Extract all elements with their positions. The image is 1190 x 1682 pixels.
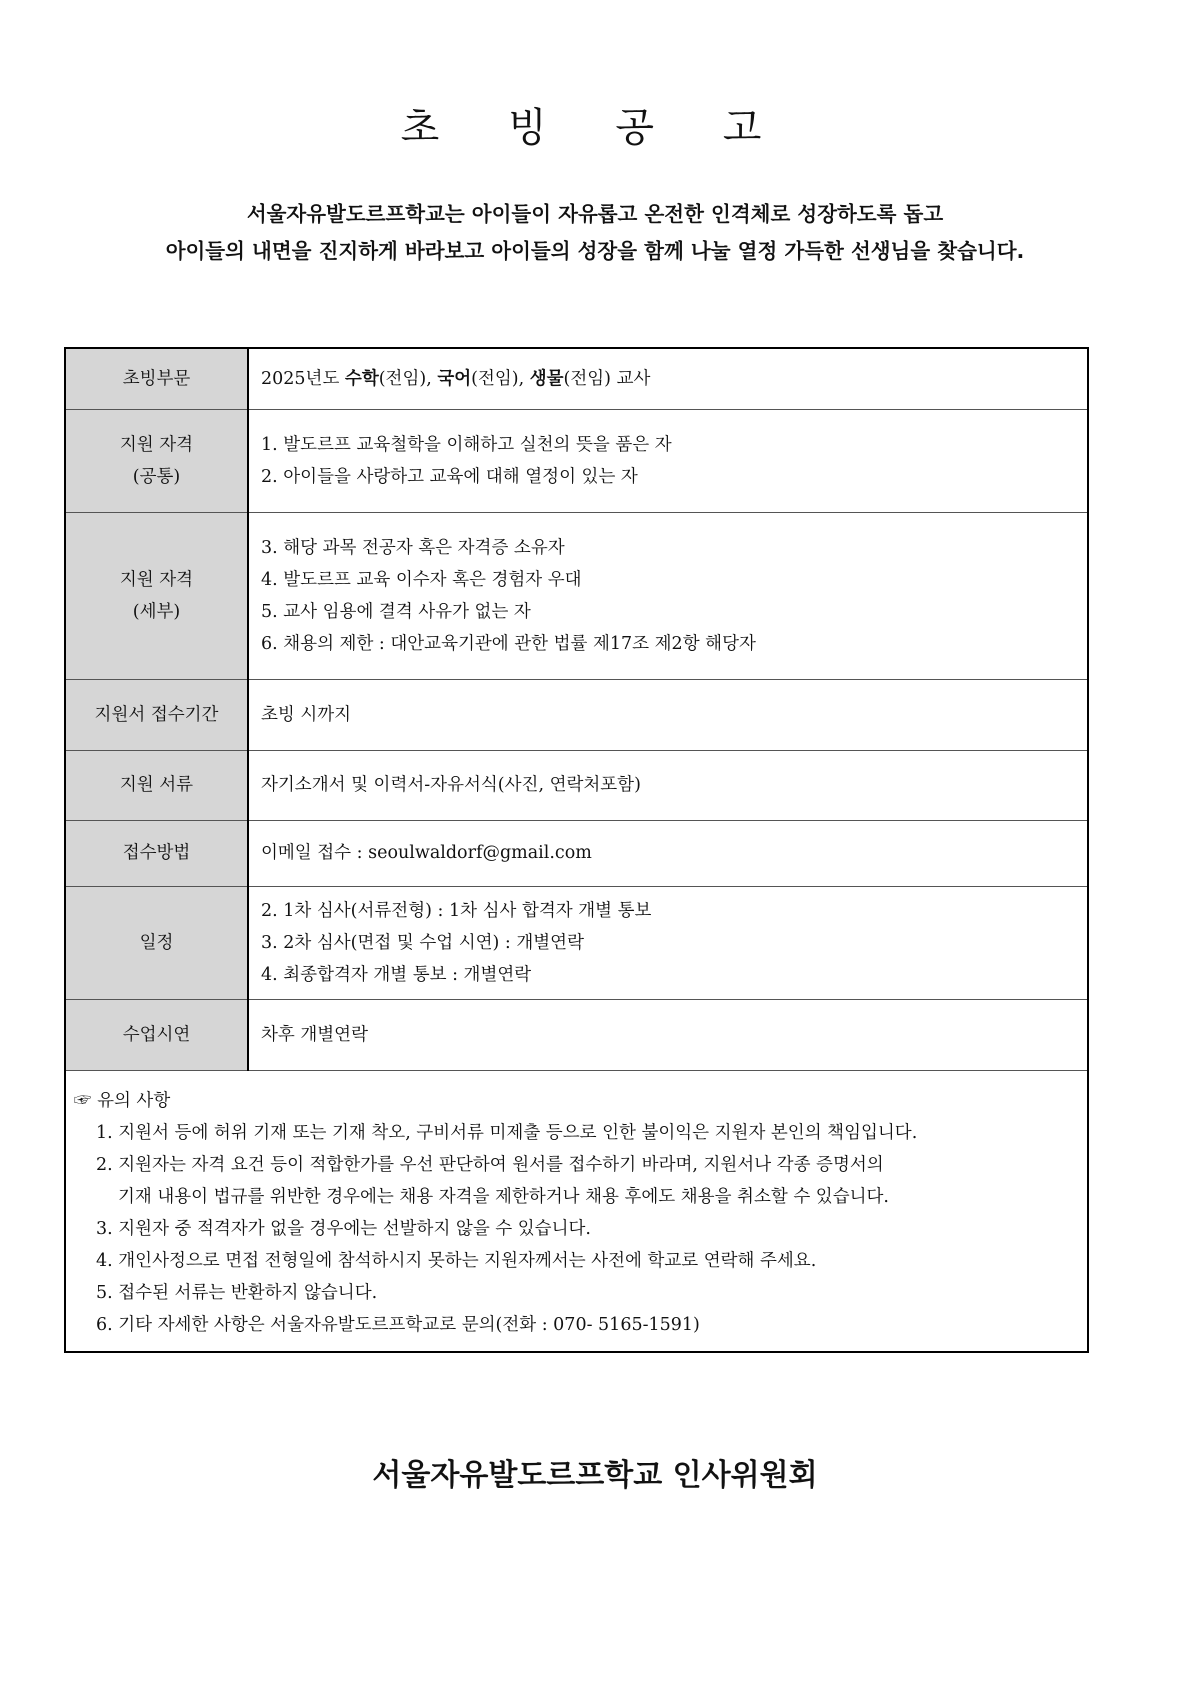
- value-demo: 차후 개별연락: [248, 999, 1087, 1070]
- intro-line-1: 서울자유발도르프학교는 아이들이 자유롭고 온전한 인격체로 성장하도록 돕고: [246, 202, 944, 226]
- row-schedule: [66, 886, 1087, 999]
- label-common-1: 지원 자격: [119, 434, 194, 455]
- detail-line-6: 6. 채용의 제한 : 대안교육기관에 관한 법률 제17조 제2항 해당자: [261, 633, 756, 654]
- schedule-line-3: 3. 2차 심사(면접 및 수업 시연) : 개별연락: [261, 932, 584, 953]
- page-title: 초 빙 공 고: [400, 105, 790, 151]
- detail-line-3: 3. 해당 과목 전공자 혹은 자격증 소유자: [261, 537, 565, 558]
- intro-line-2: 아이들의 내면을 진지하게 바라보고 아이들의 성장을 함께 나눌 열정 가득한 선생님을 찾습니다.: [165, 239, 1025, 263]
- value-docs: 자기소개서 및 이력서-자유서식(사진, 연락처포함): [248, 750, 1087, 820]
- row-demo: [66, 999, 1087, 1070]
- notes-heading: ☞ 유의 사항: [74, 1090, 171, 1111]
- subject-math-note: (전임),: [378, 368, 438, 389]
- label-docs: 지원 서류: [66, 750, 248, 820]
- footer-signature: 서울자유발도르프학교 인사위원회: [372, 1458, 818, 1493]
- detail-line-5: 5. 교사 임용에 결격 사유가 없는 자: [261, 601, 531, 622]
- row-detail: [66, 512, 1087, 679]
- schedule-line-2: 2. 1차 심사(서류전형) : 1차 심사 합격자 개별 통보: [261, 900, 652, 921]
- label-detail-2: (세부): [132, 601, 181, 622]
- label-schedule: 일정: [66, 886, 248, 999]
- note-item-2-continued: 기재 내용이 법규를 위반한 경우에는 채용 자격을 제한하거나 채용 후에도 채용을 취소할 수 있습니다.: [118, 1186, 889, 1207]
- label-common: [66, 409, 248, 512]
- note-item-3: 3. 지원자 중 적격자가 없을 경우에는 선발하지 않을 수 있습니다.: [96, 1218, 591, 1239]
- note-item-4: 4. 개인사정으로 면접 전형일에 참석하시지 못하는 지원자께서는 사전에 학교로 연락해 주세요.: [96, 1250, 817, 1271]
- label-method: 접수방법: [66, 820, 248, 886]
- subject-korean-note: (전임),: [471, 368, 530, 389]
- detail-line-4: 4. 발도르프 교육 이수자 혹은 경험자 우대: [261, 569, 582, 590]
- note-item-6: 6. 기타 자세한 사항은 서울자유발도르프학교로 문의(전화 : 070- 5165-1591): [96, 1314, 700, 1335]
- label-recruit: 초빙부문: [66, 349, 248, 409]
- row-method: [66, 820, 1087, 886]
- row-docs: [66, 750, 1087, 820]
- info-box: [64, 347, 1089, 1353]
- intro-text: [0, 196, 1190, 270]
- subject-math: 수학: [344, 368, 379, 389]
- subject-biology: 생물: [529, 368, 564, 389]
- info-table: [66, 349, 1087, 1071]
- note-item-1: 1. 지원서 등에 허위 기재 또는 기재 착오, 구비서류 미제출 등으로 인한 불이익은 지원자 본인의 책임입니다.: [96, 1122, 918, 1143]
- label-detail-1: 지원 자격: [119, 569, 194, 590]
- row-recruit: [66, 349, 1087, 409]
- label-detail: [66, 512, 248, 679]
- value-method: 이메일 접수 : seoulwaldorf@gmail.com: [248, 820, 1087, 886]
- note-item-5: 5. 접수된 서류는 반환하지 않습니다.: [96, 1282, 378, 1303]
- label-demo: 수업시연: [66, 999, 248, 1070]
- row-common: [66, 409, 1087, 512]
- label-common-2: (공통): [132, 466, 181, 487]
- value-schedule: [248, 886, 1087, 999]
- subject-korean: 국어: [437, 368, 472, 389]
- common-line-1: 1. 발도르프 교육철학을 이해하고 실천의 뜻을 품은 자: [261, 434, 672, 455]
- subject-biology-note: (전임) 교사: [563, 368, 651, 389]
- notes-section: [66, 1071, 1087, 1341]
- label-period: 지원서 접수기간: [66, 679, 248, 750]
- recruit-prefix: 2025년도: [261, 368, 345, 389]
- note-item-2: 2. 지원자는 자격 요건 등이 적합한가를 우선 판단하여 원서를 접수하기 바라며, 지원서나 각종 증명서의: [96, 1154, 884, 1175]
- value-common: [248, 409, 1087, 512]
- value-recruit: [248, 349, 1087, 409]
- row-period: [66, 679, 1087, 750]
- value-period: 초빙 시까지: [248, 679, 1087, 750]
- common-line-2: 2. 아이들을 사랑하고 교육에 대해 열정이 있는 자: [261, 466, 638, 487]
- value-detail: [248, 512, 1087, 679]
- schedule-line-4: 4. 최종합격자 개별 통보 : 개별연락: [261, 964, 532, 985]
